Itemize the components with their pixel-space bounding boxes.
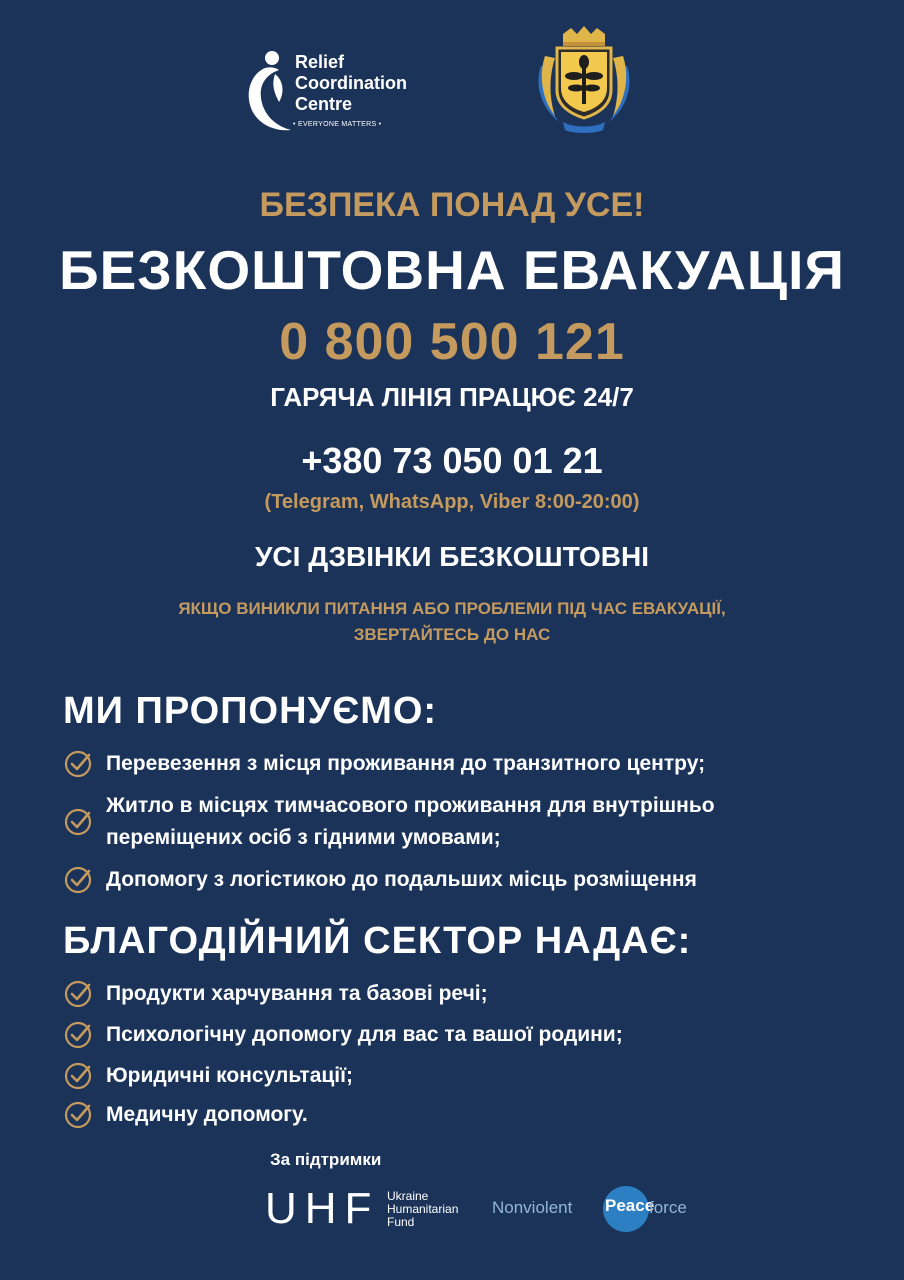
uhf-letters: UHF [265, 1184, 380, 1233]
check-circle-icon [63, 865, 93, 895]
list-item-text: Допомогу з логістикою до подальших місць розміщення [106, 868, 697, 891]
rcc-name [295, 52, 407, 115]
rcc-name-line1: Relief [295, 52, 345, 72]
uhf-subtitle [387, 1190, 458, 1229]
list-item [63, 1060, 843, 1092]
rcc-logo [245, 48, 445, 134]
check-circle-icon [63, 1020, 93, 1050]
help-note-line2: ЗВЕРТАЙТЕСЬ ДО НАС [353, 625, 551, 644]
rcc-name-line2: Coordination [295, 73, 407, 93]
list-item [63, 790, 843, 854]
hotline-hours: ГАРЯЧА ЛІНІЯ ПРАЦЮЄ 24/7 [270, 382, 634, 412]
sponsor-label: За підтримки [270, 1150, 382, 1169]
offer-section-title: МИ ПРОПОНУЄМО: [63, 690, 438, 732]
np-part3: force [649, 1198, 687, 1217]
nonviolent-peaceforce-logo [492, 1186, 692, 1232]
list-item [63, 1019, 843, 1051]
help-note [0, 596, 904, 648]
np-part2: Peace [605, 1196, 655, 1215]
messenger-phone[interactable]: +380 73 050 01 21 [301, 440, 603, 481]
list-item [63, 864, 843, 896]
list-item-text: Юридичні консультації; [106, 1064, 354, 1087]
slogan: БЕЗПЕКА ПОНАД УСЕ! [259, 186, 645, 224]
list-item-text: Продукти харчування та базові речі; [106, 982, 488, 1005]
help-note-line1: ЯКЩО ВИНИКЛИ ПИТАННЯ АБО ПРОБЛЕМИ ПІД ЧАС ЕВАКУАЦІЇ, [178, 599, 726, 618]
list-item-text: Перевезення з місця проживання до транзитного центру; [106, 752, 706, 775]
uhf-line3: Fund [387, 1215, 415, 1229]
check-circle-icon [63, 979, 93, 1009]
rcc-emblem-icon [245, 48, 293, 134]
list-item-text: Житло в місцях тимчасового проживання для внутрішньо [106, 794, 715, 817]
list-item [63, 748, 843, 780]
messenger-apps: (Telegram, WhatsApp, Viber 8:00-20:00) [264, 491, 640, 513]
check-circle-icon [63, 1061, 93, 1091]
page-title: БЕЗКОШТОВНА ЕВАКУАЦІЯ [59, 239, 845, 301]
hotline-number[interactable]: 0 800 500 121 [279, 313, 625, 371]
list-item-text-cont: переміщених осіб з гідними умовами; [106, 826, 501, 849]
uhf-logo [265, 1186, 475, 1232]
regional-coat-of-arms-icon [533, 26, 635, 134]
free-calls-note: УСІ ДЗВІНКИ БЕЗКОШТОВНІ [255, 541, 649, 572]
charity-section-title: БЛАГОДІЙНИЙ СЕКТОР НАДАЄ: [63, 920, 692, 962]
crest [533, 26, 635, 134]
uhf-line2: Humanitarian [387, 1202, 459, 1216]
rcc-tagline: • EVERYONE MATTERS • [293, 121, 382, 128]
uhf-line1: Ukraine [387, 1189, 429, 1203]
check-circle-icon [63, 1100, 93, 1130]
check-circle-icon [63, 807, 93, 837]
list-item [63, 1099, 843, 1131]
rcc-name-line3: Centre [295, 94, 353, 114]
list-item [63, 978, 843, 1010]
list-item-text: Медичну допомогу. [106, 1103, 308, 1126]
list-item-text: Психологічну допомогу для вас та вашої родини; [106, 1023, 623, 1046]
np-part1: Nonviolent [492, 1198, 573, 1217]
check-circle-icon [63, 749, 93, 779]
